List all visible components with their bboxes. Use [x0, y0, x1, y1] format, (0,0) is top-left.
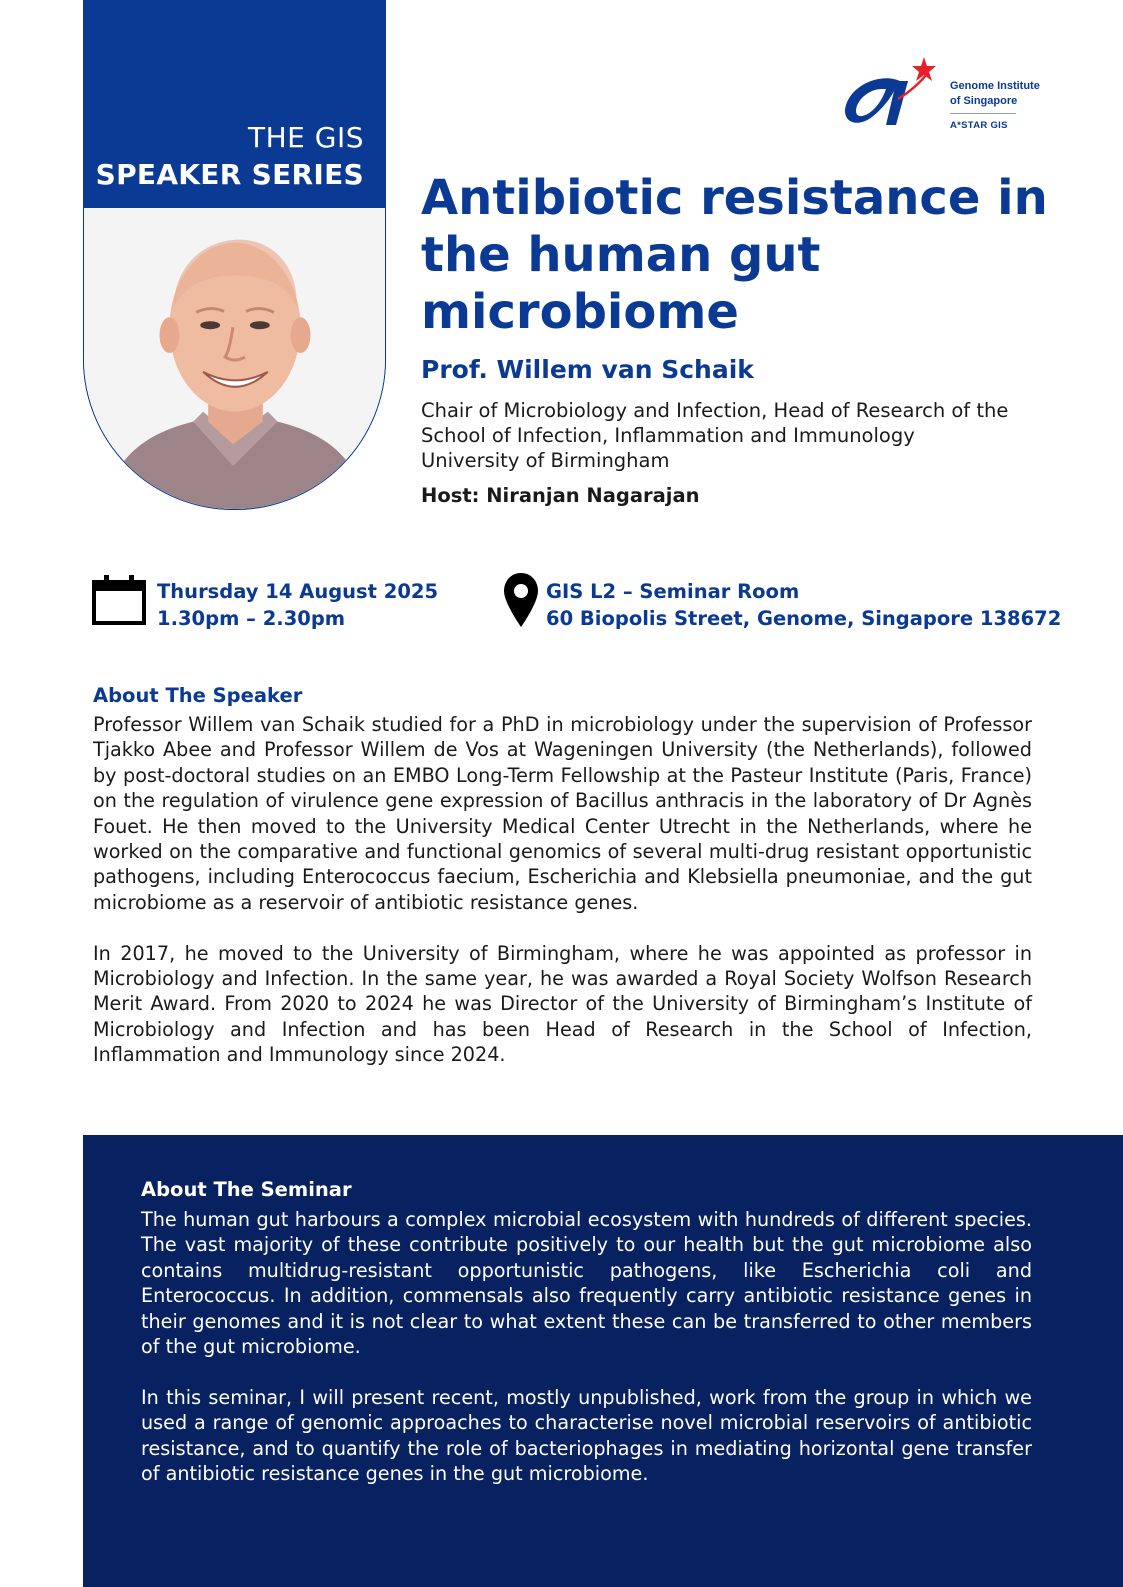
- affiliation-line1: Chair of Microbiology and Infection, Head of Research of the: [421, 399, 1009, 422]
- about-seminar-heading: About The Seminar: [141, 1178, 352, 1201]
- affiliation-line3: University of Birmingham: [421, 449, 670, 472]
- astar-logo-icon: [838, 55, 948, 135]
- about-seminar-paragraph: The human gut harbours a complex microbial ecosystem with hundreds of different species. The vast majority of these contribute positively to our health but the gut microbiome also contains multidrug-resistant opportunistic pathogens, like Escherichia coli and Enterococcus. In addition, commensals also frequently carry antibiotic resistance genes in their genomes and it is not clear to what extent these can be transferred to other members of the gut microbiome.: [141, 1208, 1032, 1359]
- logo-name-line2: of Singapore: [950, 95, 1018, 107]
- host-name: Host: Niranjan Nagarajan: [421, 484, 700, 507]
- event-date: Thursday 14 August 2025: [157, 580, 439, 603]
- event-address: 60 Biopolis Street, Genome, Singapore 138672: [546, 607, 1062, 630]
- about-speaker-paragraph: In 2017, he moved to the University of Birmingham, where he was appointed as professor in Microbiology and Infection. In the same year, he was awarded a Royal Society Wolfson Research Merit Award. From 2020 to 2024 he was Director of the University of Birmingham’s Institute of Microbiology and Infection and has been Head of Research in the School of Infection, Inflammation and Immunology since 2024.: [93, 941, 1032, 1067]
- event-datetime: [157, 578, 438, 632]
- affiliation-line2: School of Infection, Inflammation and Immunology: [421, 424, 915, 447]
- speaker-affiliation: [421, 398, 1051, 473]
- about-speaker-paragraph: Professor Willem van Schaik studied for a PhD in microbiology under the supervision of Professor Tjakko Abee and Professor Willem de Vos at Wageningen University (the Netherlands), followed by post-doctoral studies on an EMBO Long-Term Fellowship at the Pasteur Institute (Paris, France) on the regulation of virulence gene expression of Bacillus anthracis in the laboratory of Dr Agnès Fouet. He then moved to the University Medical Center Utrecht in the Netherlands, where he worked on the comparative and functional genomics of several multi-drug resistant opportunistic pathogens, including Enterococcus faecium, Escherichia and Klebsiella pneumoniae, and the gut microbiome as a reservoir of antibiotic resistance genes.: [93, 713, 1032, 914]
- series-title: [96, 120, 364, 194]
- logo-wordmark: [950, 79, 1050, 131]
- series-title-line2: SPEAKER SERIES: [95, 158, 364, 191]
- logo-divider: [950, 113, 1016, 114]
- event-location: [546, 578, 1061, 632]
- event-venue: GIS L2 – Seminar Room: [546, 580, 800, 603]
- about-seminar-section: [83, 1135, 1123, 1587]
- about-seminar-body: [141, 1207, 1032, 1486]
- event-time: 1.30pm – 2.30pm: [157, 607, 346, 630]
- speaker-portrait-image: [84, 208, 385, 509]
- calendar-icon: [92, 572, 146, 626]
- talk-title: Antibiotic resistance in the human gut microbiome: [421, 170, 1048, 340]
- speaker-name: Prof. Willem van Schaik: [421, 355, 754, 384]
- logo-name-line1: Genome Institute: [950, 80, 1040, 92]
- about-speaker-body: [93, 712, 1032, 1068]
- astar-gis-logo: [838, 55, 1048, 135]
- series-title-line1: THE GIS: [248, 121, 364, 154]
- location-pin-icon: [503, 572, 539, 628]
- about-seminar-paragraph: In this seminar, I will present recent, mostly unpublished, work from the group in which we used a range of genomic approaches to characterise novel microbial reservoirs of antibiotic resistance, and to quantify the role of bacteriophages in mediating horizontal gene transfer of antibiotic resistance genes in the gut microbiome.: [141, 1385, 1032, 1486]
- about-speaker-heading: About The Speaker: [93, 684, 303, 707]
- speaker-photo: [83, 207, 386, 510]
- logo-subtitle: A*STAR GIS: [950, 120, 1008, 131]
